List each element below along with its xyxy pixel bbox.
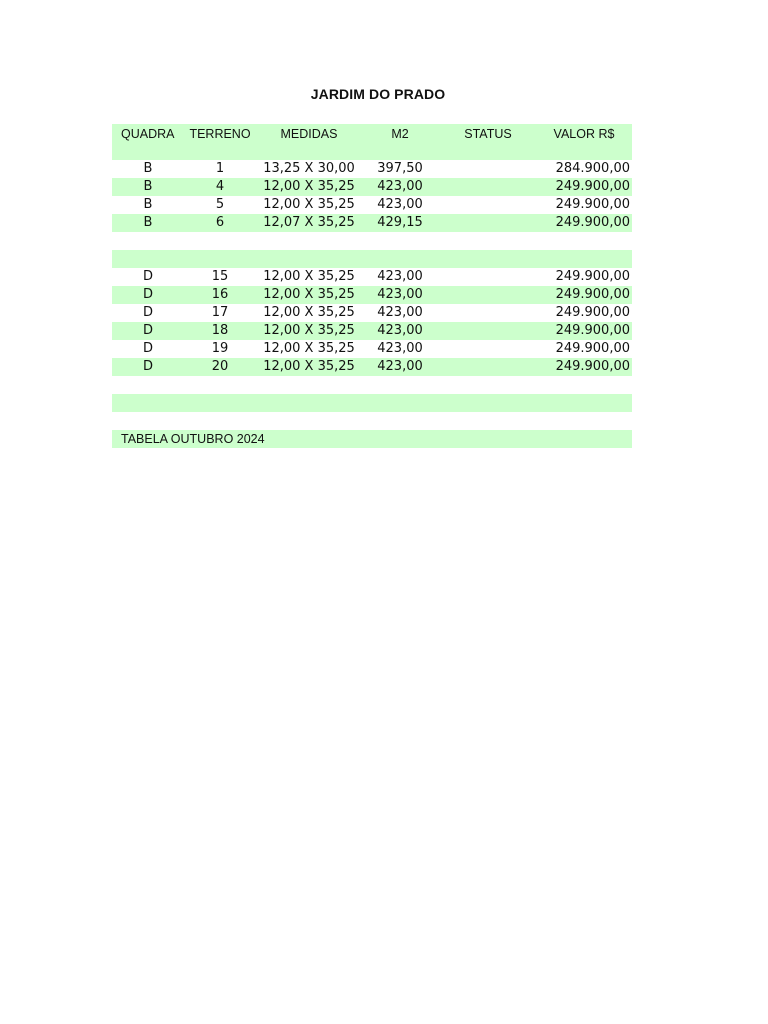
cell-terreno: 18 [211,323,229,338]
cell-quadra: D [142,323,153,338]
cell-terreno: 20 [211,359,229,374]
cell-m2: 423,00 [377,179,423,194]
cell-m2: 423,00 [377,359,423,374]
table-row [112,286,632,304]
table-footer-note: TABELA OUTUBRO 2024 [121,432,265,446]
empty-row [112,394,632,412]
cell-valor: 249.900,00 [555,287,630,302]
price-table [112,124,632,448]
cell-medidas: 12,00 X 35,25 [263,287,355,302]
cell-medidas: 12,00 X 35,25 [263,359,355,374]
cell-m2: 423,00 [377,197,423,212]
cell-quadra: B [143,215,153,230]
table-row [112,322,632,340]
cell-status [438,178,538,196]
cell-status [438,268,538,286]
table-row [112,178,632,196]
cell-valor: 249.900,00 [555,179,630,194]
sheet-title: JARDIM DO PRADO [310,86,446,102]
cell-quadra: B [143,197,153,212]
empty-row [112,250,632,268]
cell-medidas: 12,00 X 35,25 [263,269,355,284]
cell-valor: 249.900,00 [555,305,630,320]
cell-medidas: 13,25 X 30,00 [263,161,355,176]
cell-m2: 423,00 [377,341,423,356]
cell-m2: 429,15 [377,215,423,230]
column-header-valor: VALOR R$ [553,127,615,141]
cell-status [438,196,538,214]
cell-quadra: D [142,305,153,320]
cell-quadra: D [142,341,153,356]
cell-status [438,214,538,232]
column-header-status: STATUS [464,127,512,141]
cell-terreno: 4 [215,179,225,194]
table-row [112,358,632,376]
cell-quadra: B [143,179,153,194]
cell-m2: 423,00 [377,305,423,320]
cell-status [438,160,538,178]
cell-medidas: 12,07 X 35,25 [263,215,355,230]
cell-valor: 284.900,00 [555,161,630,176]
cell-terreno: 1 [215,161,225,176]
table-row [112,160,632,178]
column-header-medidas: MEDIDAS [280,127,338,141]
cell-terreno: 19 [211,341,229,356]
cell-valor: 249.900,00 [555,359,630,374]
cell-terreno: 15 [211,269,229,284]
cell-status [438,358,538,376]
cell-status [438,304,538,322]
table-header-row [112,124,632,160]
cell-valor: 249.900,00 [555,323,630,338]
cell-terreno: 5 [215,197,225,212]
cell-terreno: 6 [215,215,225,230]
table-row [112,304,632,322]
column-header-terreno: TERRENO [189,127,251,141]
cell-medidas: 12,00 X 35,25 [263,197,355,212]
cell-medidas: 12,00 X 35,25 [263,305,355,320]
cell-status [438,322,538,340]
cell-valor: 249.900,00 [555,215,630,230]
empty-row [112,412,632,430]
cell-valor: 249.900,00 [555,341,630,356]
cell-status [438,286,538,304]
cell-quadra: D [142,269,153,284]
cell-terreno: 17 [211,305,229,320]
empty-row [112,376,632,394]
table-row [112,196,632,214]
footer-row [112,430,632,448]
column-header-quadra: QUADRA [121,127,175,141]
cell-medidas: 12,00 X 35,25 [263,179,355,194]
cell-medidas: 12,00 X 35,25 [263,323,355,338]
cell-m2: 397,50 [377,161,423,176]
cell-status [438,340,538,358]
cell-quadra: B [143,161,153,176]
cell-m2: 423,00 [377,287,423,302]
cell-m2: 423,00 [377,323,423,338]
cell-valor: 249.900,00 [555,197,630,212]
cell-terreno: 16 [211,287,229,302]
cell-m2: 423,00 [377,269,423,284]
cell-quadra: D [142,359,153,374]
table-row [112,268,632,286]
column-header-m2: M2 [391,127,409,141]
cell-medidas: 12,00 X 35,25 [263,341,355,356]
table-row [112,214,632,232]
cell-valor: 249.900,00 [555,269,630,284]
table-row [112,340,632,358]
cell-quadra: D [142,287,153,302]
empty-row [112,232,632,250]
